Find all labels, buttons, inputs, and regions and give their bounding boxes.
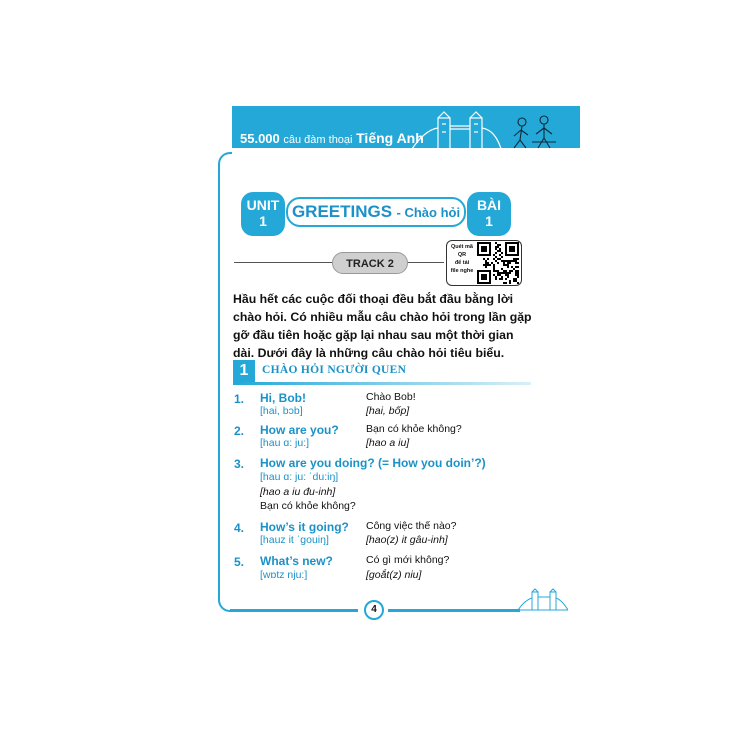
qr-code-icon[interactable] (477, 242, 519, 284)
entry-english: How’s it going? (260, 520, 349, 534)
unit-subtitle: - Chào hỏi (396, 205, 461, 220)
title-number: 55.000 (240, 131, 280, 146)
entry-english: How are you doing? (= How you doin’?) (260, 456, 486, 470)
qr-caption: Quét mã QR để tải file nghe (450, 244, 474, 274)
entry-vietnamese: Bạn có khỏe không? (260, 500, 356, 512)
book-title (240, 130, 424, 146)
unit-label: UNIT (246, 197, 280, 213)
entry-english: Hi, Bob! (260, 391, 306, 405)
intro-paragraph: Hầu hết các cuộc đối thoại đều bắt đầu bằng lời chào hỏi. Có nhiều mẫu câu chào hỏi trong lần gặp gỡ đầu tiên hoặc gặp lại nhau sau một thời gian dài. Dưới đây là những câu chào hỏi tiêu biểu. (233, 292, 532, 360)
entry-number: 5. (234, 555, 245, 569)
entry-ipa: [hai, bɔb] (260, 405, 303, 417)
entry-vietnamese: Bạn có khỏe không? (366, 423, 462, 435)
unit-title: GREETINGS (291, 202, 393, 221)
title-small: câu đàm thoại (283, 134, 353, 146)
entry-vietnamese: Có gì mới không? (366, 554, 450, 566)
section-number: 1 (233, 360, 255, 382)
entry-number: 2. (234, 424, 245, 438)
unit-number: 1 (259, 213, 267, 229)
section-title: CHÀO HỎI NGƯỜI QUEN (262, 364, 407, 376)
page-frame-bottom-right (388, 609, 520, 612)
entry-pronunciation: [hao a iu] (366, 437, 410, 449)
track-label[interactable]: TRACK 2 (332, 252, 408, 274)
entry-pronunciation: [hao a iu đu-inh] (260, 486, 336, 498)
title-big: Tiếng Anh (356, 130, 424, 146)
lesson-number: 1 (485, 213, 493, 229)
entry-ipa: [wɒtz nju:] (260, 569, 308, 581)
entry-pronunciation: [goắt(z) niu] (366, 569, 422, 581)
footer-bridge-illustration (518, 588, 568, 614)
entry-english: What’s new? (260, 554, 333, 568)
entry-number: 3. (234, 457, 245, 471)
entry-ipa: [hauz it ˈgouiŋ] (260, 534, 329, 546)
tower-bridge-illustration (410, 110, 580, 158)
lesson-label: BÀI (476, 197, 502, 213)
entry-vietnamese: Chào Bob! (366, 391, 416, 403)
section-underline (233, 382, 531, 385)
page-frame-left (218, 152, 232, 612)
unit-badge (241, 192, 285, 236)
entry-number: 4. (234, 521, 245, 535)
lesson-badge (467, 192, 511, 236)
unit-title-box (286, 197, 466, 227)
page-number: 4 (364, 600, 384, 620)
entry-ipa: [hau ɑ: ju:] (260, 437, 310, 449)
page-frame-bottom-left (230, 609, 358, 612)
entry-pronunciation: [hao(z) it gâu-inh] (366, 534, 448, 546)
entry-english: How are you? (260, 423, 339, 437)
entry-number: 1. (234, 392, 245, 406)
entry-vietnamese: Công việc thế nào? (366, 520, 457, 532)
entry-pronunciation: [hai, bốp] (366, 405, 410, 417)
page-frame-corner (560, 140, 580, 152)
entry-ipa: [hau ɑ: ju: ˈdu:iŋ] (260, 471, 339, 483)
